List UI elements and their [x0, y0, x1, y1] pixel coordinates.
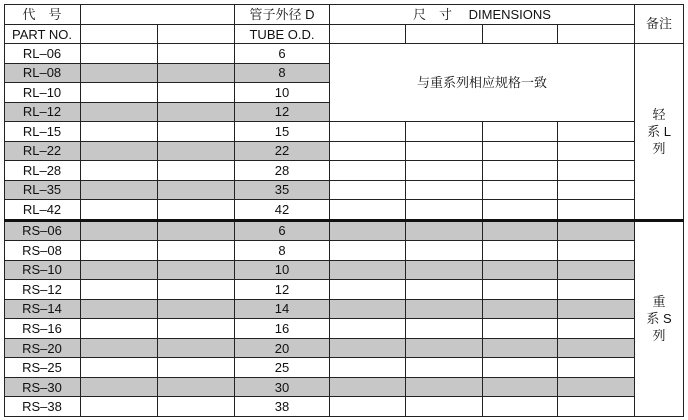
dimension-cell [558, 161, 635, 181]
table-cell [158, 44, 235, 64]
dimension-cell [558, 241, 635, 261]
dimension-cell [406, 241, 483, 261]
dimension-cell [483, 358, 558, 378]
part-no-cell: RS–08 [4, 241, 81, 261]
tube-od-cell: 12 [235, 280, 330, 300]
table-cell [158, 397, 235, 417]
dimension-cell [330, 241, 406, 261]
tube-od-cell: 28 [235, 161, 330, 181]
dimension-cell [558, 142, 635, 162]
dimension-cell [330, 122, 406, 142]
part-no-cell: RS–30 [4, 378, 81, 398]
tube-od-cell: 25 [235, 358, 330, 378]
header-dimensions: 尺 寸 DIMENSIONS [330, 4, 635, 25]
header-tube-od-cn: 管子外径 D [235, 4, 330, 25]
table-cell [81, 44, 158, 64]
dimension-cell [330, 261, 406, 281]
table-cell [158, 378, 235, 398]
dimension-cell [483, 378, 558, 398]
table-cell [81, 280, 158, 300]
part-no-cell: RS–20 [4, 339, 81, 359]
merged-note: 与重系列相应规格一致 [330, 44, 635, 122]
dimension-cell [330, 358, 406, 378]
part-no-cell: RL–10 [4, 83, 81, 103]
dimension-cell [483, 319, 558, 339]
header-code-cn: 代 号 [4, 4, 81, 25]
header-dim-subcol [558, 25, 635, 44]
table-cell [81, 397, 158, 417]
table-cell [81, 103, 158, 123]
table-cell [81, 83, 158, 103]
part-no-cell: RS–16 [4, 319, 81, 339]
dimension-cell [406, 122, 483, 142]
dimension-cell [330, 397, 406, 417]
dimension-cell [483, 122, 558, 142]
dimension-cell [406, 181, 483, 201]
dimension-cell [330, 378, 406, 398]
header-subcol [81, 25, 158, 44]
table-cell [81, 200, 158, 220]
table-cell [158, 241, 235, 261]
dimension-cell [483, 181, 558, 201]
dimension-cell [558, 358, 635, 378]
dimension-cell [406, 339, 483, 359]
header-blank [81, 4, 235, 25]
dimension-cell [558, 280, 635, 300]
tube-od-cell: 42 [235, 200, 330, 220]
dimension-cell [558, 397, 635, 417]
dimension-cell [558, 319, 635, 339]
series-divider [4, 219, 684, 222]
table-cell [158, 339, 235, 359]
dimension-cell [330, 200, 406, 220]
part-no-cell: RL–28 [4, 161, 81, 181]
table-cell [158, 261, 235, 281]
table-cell [81, 142, 158, 162]
dimension-cell [330, 161, 406, 181]
dimension-cell [406, 280, 483, 300]
table-cell [158, 300, 235, 320]
series-s-label [635, 222, 684, 418]
dimension-cell [406, 319, 483, 339]
part-no-cell: RL–22 [4, 142, 81, 162]
part-no-cell: RL–35 [4, 181, 81, 201]
header-remark: 备注 [635, 4, 684, 44]
table-cell [158, 142, 235, 162]
table-cell [81, 339, 158, 359]
table-cell [158, 64, 235, 84]
dimension-cell [558, 222, 635, 242]
dimension-cell [558, 339, 635, 359]
dimension-cell [558, 300, 635, 320]
tube-od-cell: 35 [235, 181, 330, 201]
table-cell [158, 358, 235, 378]
header-dim-subcol [406, 25, 483, 44]
tube-od-cell: 10 [235, 261, 330, 281]
dimension-cell [330, 300, 406, 320]
tube-od-cell: 6 [235, 44, 330, 64]
dimension-cell [558, 261, 635, 281]
part-no-cell: RL–12 [4, 103, 81, 123]
tube-od-cell: 12 [235, 103, 330, 123]
dimension-cell [406, 161, 483, 181]
table-cell [81, 378, 158, 398]
dimension-cell [483, 261, 558, 281]
dimension-cell [330, 142, 406, 162]
table-cell [81, 300, 158, 320]
dimension-cell [483, 300, 558, 320]
dimension-cell [483, 339, 558, 359]
tube-od-cell: 16 [235, 319, 330, 339]
series-l-label [635, 44, 684, 220]
dimension-cell [330, 280, 406, 300]
series-s-label-line: 列 [652, 328, 666, 344]
dimension-cell [406, 222, 483, 242]
table-cell [81, 122, 158, 142]
dimension-cell [406, 300, 483, 320]
table-cell [81, 181, 158, 201]
table-cell [81, 222, 158, 242]
tube-od-cell: 6 [235, 222, 330, 242]
tube-od-cell: 10 [235, 83, 330, 103]
dimension-cell [558, 200, 635, 220]
series-l-label-line: 系 L [647, 123, 671, 139]
dimension-cell [483, 200, 558, 220]
dimension-cell [483, 142, 558, 162]
part-no-cell: RL–06 [4, 44, 81, 64]
table-cell [81, 64, 158, 84]
series-s-label-line: 重 [652, 294, 666, 310]
dimension-cell [406, 142, 483, 162]
part-no-cell: RL–08 [4, 64, 81, 84]
dimension-cell [406, 378, 483, 398]
dimension-cell [406, 200, 483, 220]
part-no-cell: RL–42 [4, 200, 81, 220]
series-s-label-line: 系 S [646, 311, 672, 327]
header-dim-subcol [483, 25, 558, 44]
table-cell [158, 280, 235, 300]
tube-od-cell: 20 [235, 339, 330, 359]
table-cell [158, 161, 235, 181]
table-cell [81, 319, 158, 339]
part-no-cell: RS–06 [4, 222, 81, 242]
table-cell [81, 241, 158, 261]
dimension-cell [483, 241, 558, 261]
table-cell [158, 83, 235, 103]
dimension-cell [483, 397, 558, 417]
series-l-label-line: 轻 [652, 106, 666, 122]
dimension-cell [558, 378, 635, 398]
dimension-cell [330, 339, 406, 359]
table-cell [158, 103, 235, 123]
table-cell [158, 319, 235, 339]
table-cell [81, 261, 158, 281]
tube-od-cell: 14 [235, 300, 330, 320]
dimension-cell [330, 319, 406, 339]
header-subcol [158, 25, 235, 44]
dimension-cell [330, 222, 406, 242]
tube-od-cell: 8 [235, 64, 330, 84]
tube-od-cell: 22 [235, 142, 330, 162]
tube-od-cell: 15 [235, 122, 330, 142]
part-no-cell: RS–14 [4, 300, 81, 320]
table-cell [158, 222, 235, 242]
dimension-cell [558, 122, 635, 142]
dimension-cell [406, 397, 483, 417]
header-dim-subcol [330, 25, 406, 44]
dimension-cell [406, 358, 483, 378]
tube-od-cell: 38 [235, 397, 330, 417]
dimension-cell [483, 161, 558, 181]
part-no-cell: RS–12 [4, 280, 81, 300]
series-l-label-line: 列 [652, 140, 666, 156]
table-cell [158, 122, 235, 142]
part-no-cell: RS–10 [4, 261, 81, 281]
part-no-cell: RS–25 [4, 358, 81, 378]
dimension-table [4, 4, 684, 417]
header-tube-od: TUBE O.D. [235, 25, 330, 44]
table-cell [158, 200, 235, 220]
dimension-cell [406, 261, 483, 281]
dimension-cell [483, 222, 558, 242]
header-part-no: PART NO. [4, 25, 81, 44]
table-cell [81, 358, 158, 378]
dimension-cell [558, 181, 635, 201]
part-no-cell: RS–38 [4, 397, 81, 417]
tube-od-cell: 8 [235, 241, 330, 261]
dimension-cell [330, 181, 406, 201]
tube-od-cell: 30 [235, 378, 330, 398]
dimension-cell [483, 280, 558, 300]
part-no-cell: RL–15 [4, 122, 81, 142]
table-cell [158, 181, 235, 201]
table-cell [81, 161, 158, 181]
